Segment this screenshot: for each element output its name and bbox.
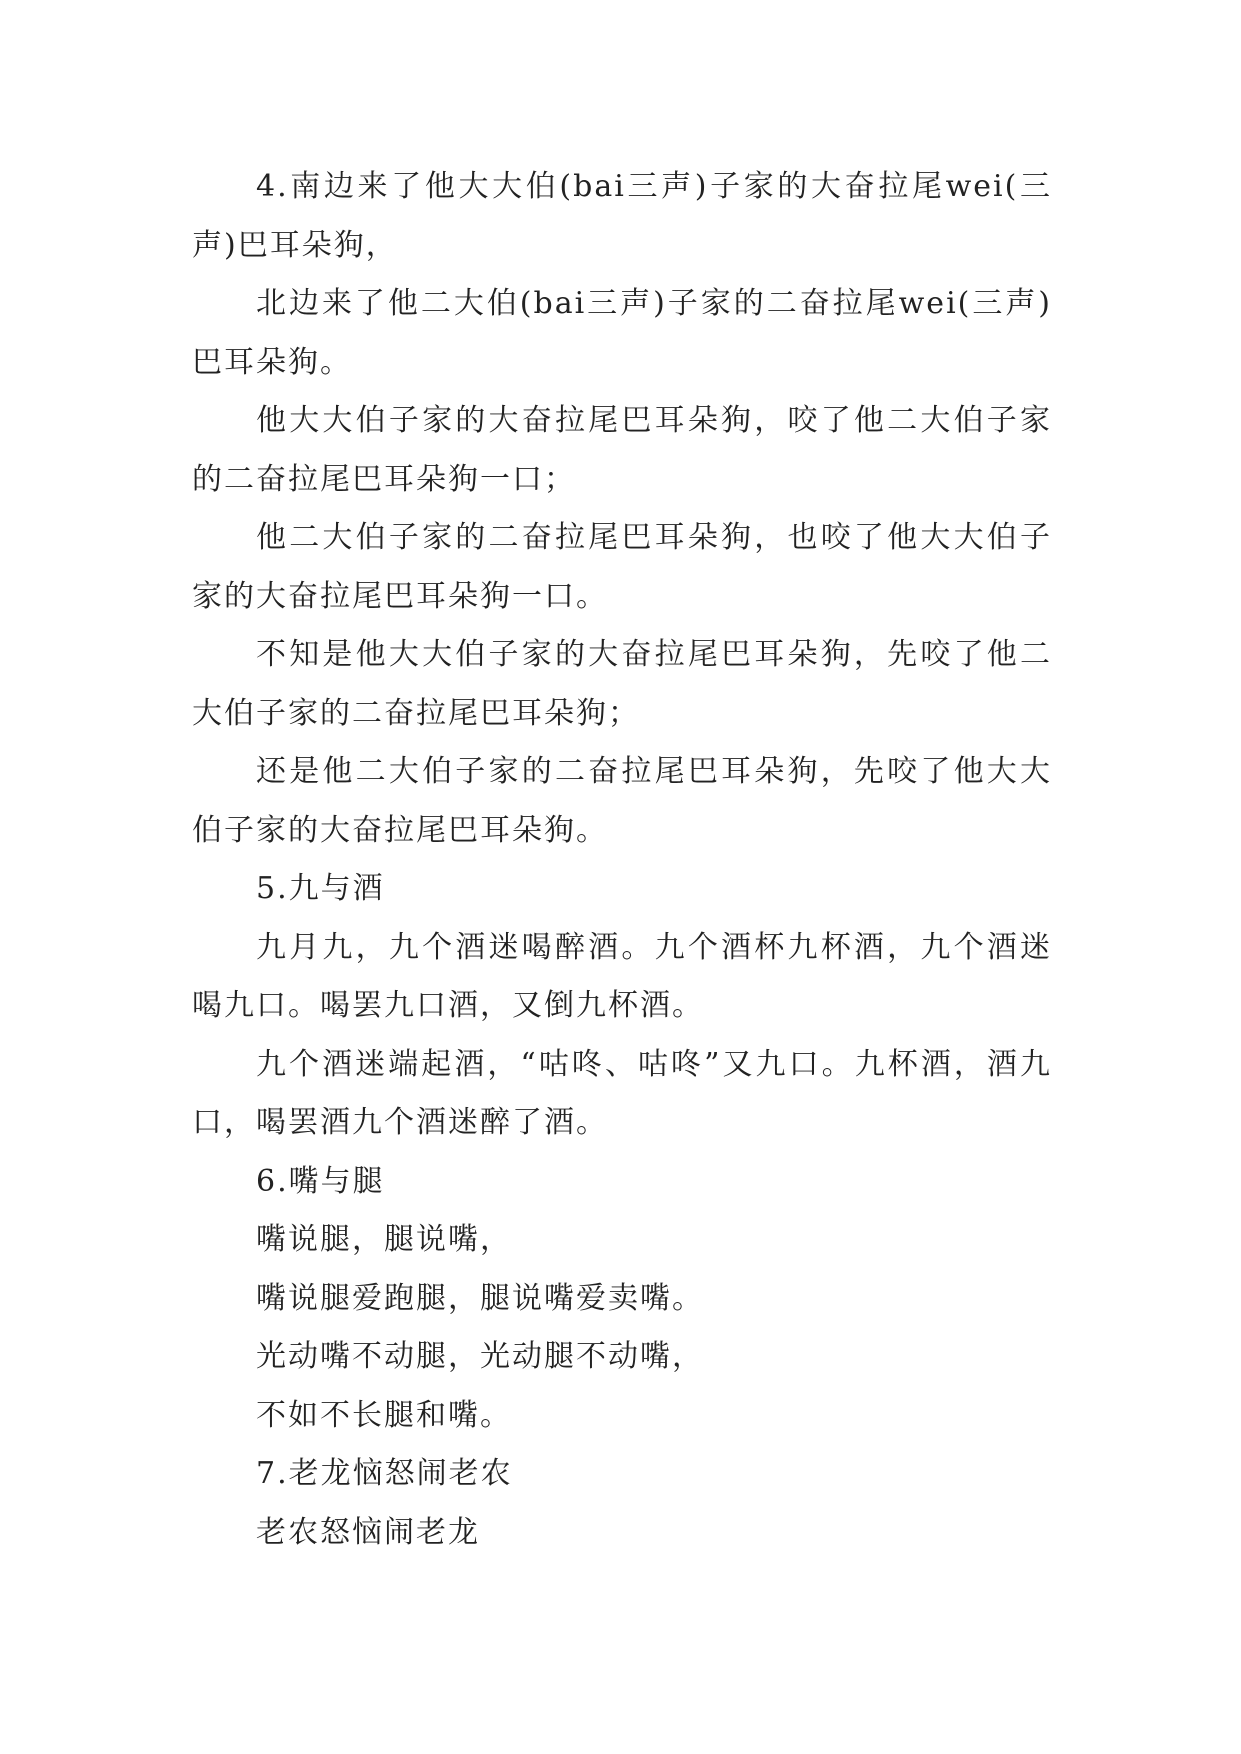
paragraph-tongue-twister-7-line-1: 老农怒恼闹老龙 — [256, 1514, 480, 1550]
paragraph-tongue-twister-4-line-5: 不知是他大大伯子家的大奋拉尾巴耳朵狗，先咬了他二大伯子家的二奋拉尾巴耳朵狗； — [192, 637, 1052, 731]
paragraph-tongue-twister-6-line-3: 光动嘴不动腿，光动腿不动嘴， — [256, 1339, 704, 1374]
document-body — [192, 158, 1052, 1562]
section-heading-7: 7.老龙恼怒闹老农 — [256, 1456, 513, 1491]
section-heading-5: 5.九与酒 — [256, 871, 385, 906]
paragraph-tongue-twister-4-line-4: 他二大伯子家的二奋拉尾巴耳朵狗，也咬了他大大伯子家的大奋拉尾巴耳朵狗一口。 — [192, 520, 1052, 614]
paragraph-tongue-twister-5-line-1: 九月九，九个酒迷喝醉酒。九个酒杯九杯酒，九个酒迷喝九口。喝罢九口酒，又倒九杯酒。 — [192, 929, 1052, 1023]
paragraph-tongue-twister-5-line-2: 九个酒迷端起酒，“咕咚、咕咚”又九口。九杯酒，酒九口，喝罢酒九个酒迷醉了酒。 — [192, 1046, 1052, 1140]
paragraph-tongue-twister-4-line-1: 4.南边来了他大大伯(bai三声)子家的大奋拉尾wei(三声)巴耳朵狗， — [192, 169, 1052, 263]
paragraph-tongue-twister-6-line-1: 嘴说腿，腿说嘴， — [256, 1222, 512, 1257]
paragraph-tongue-twister-4-line-6: 还是他二大伯子家的二奋拉尾巴耳朵狗，先咬了他大大伯子家的大奋拉尾巴耳朵狗。 — [192, 754, 1052, 848]
section-heading-6: 6.嘴与腿 — [256, 1163, 385, 1199]
paragraph-tongue-twister-4-line-2: 北边来了他二大伯(bai三声)子家的二奋拉尾wei(三声)巴耳朵狗。 — [192, 286, 1052, 380]
paragraph-tongue-twister-4-line-3: 他大大伯子家的大奋拉尾巴耳朵狗，咬了他二大伯子家的二奋拉尾巴耳朵狗一口； — [192, 403, 1052, 497]
paragraph-tongue-twister-6-line-2: 嘴说腿爱跑腿，腿说嘴爱卖嘴。 — [256, 1280, 704, 1316]
paragraph-tongue-twister-6-line-4: 不如不长腿和嘴。 — [256, 1397, 512, 1433]
